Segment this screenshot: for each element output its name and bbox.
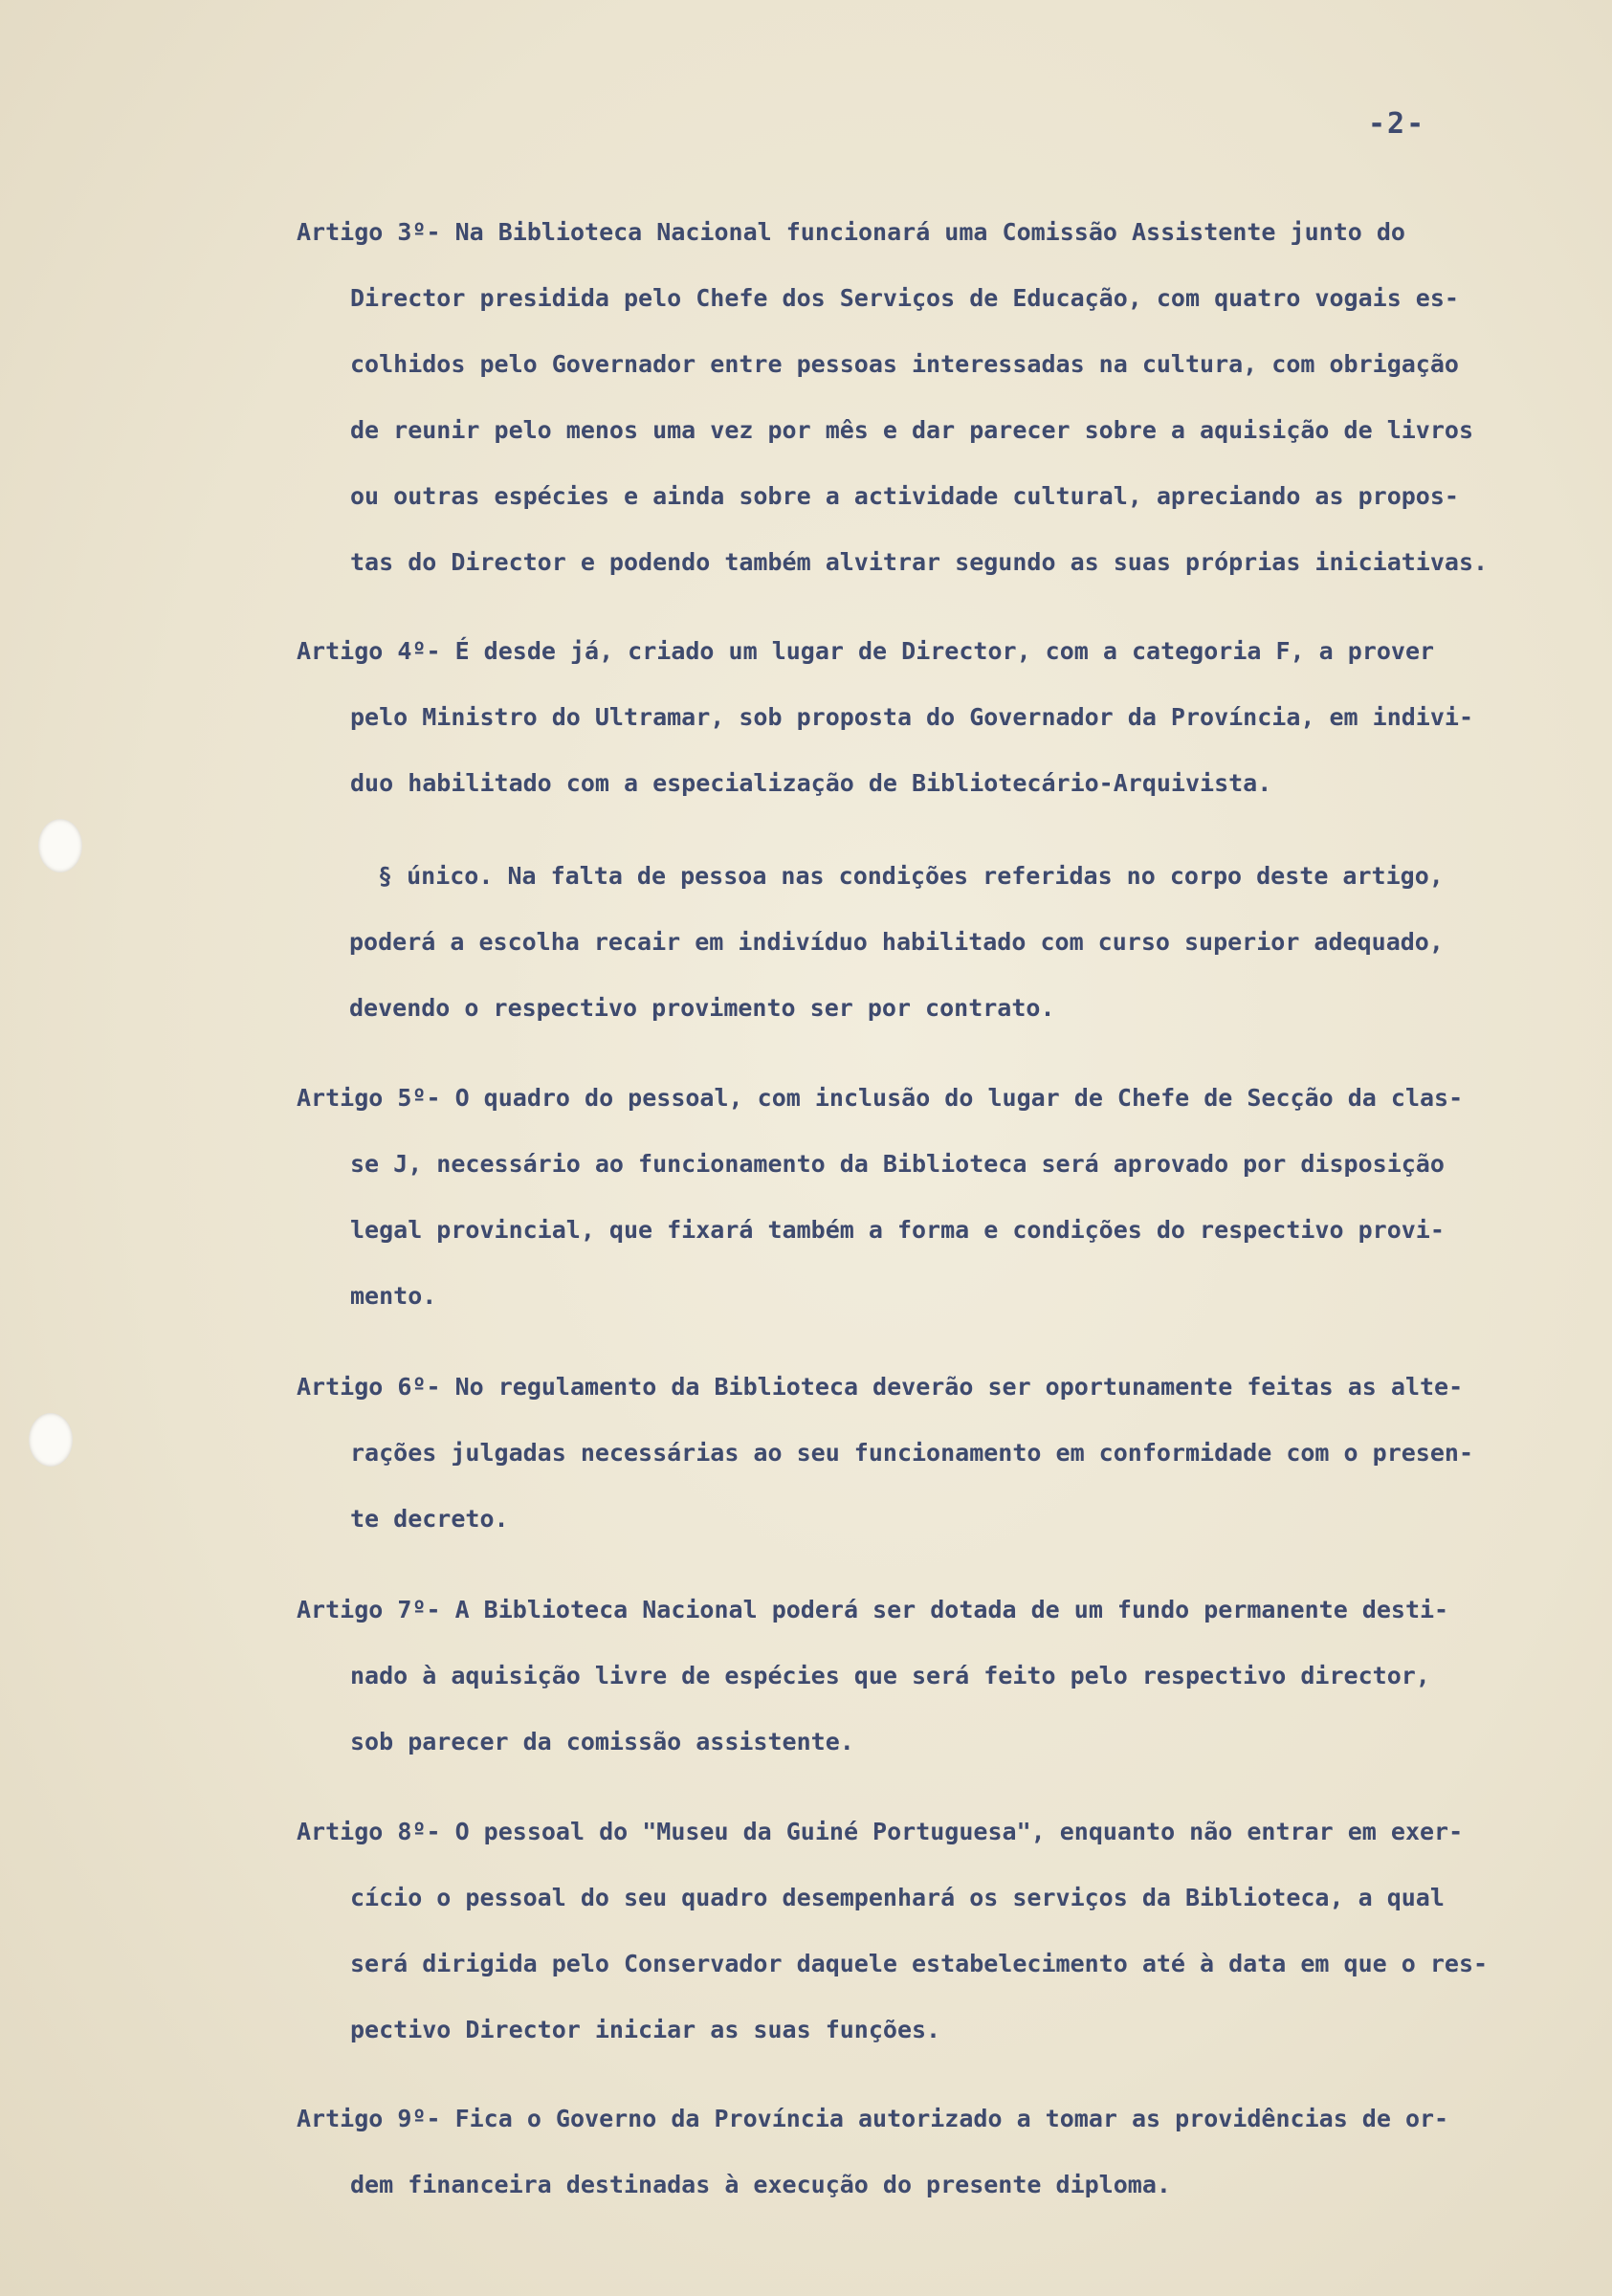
article-line: Artigo 7º- A Biblioteca Nacional poderá ser dotada de um fundo permanente desti- <box>297 1596 1449 1623</box>
page-number: -2- <box>1368 107 1426 141</box>
article-6 <box>297 1354 1607 1552</box>
article-line: rações julgadas necessárias ao seu funcionamento em conformidade com o presen- <box>350 1439 1473 1467</box>
article-line: Artigo 4º- É desde já, criado um lugar de Director, com a categoria F, a prover <box>297 637 1435 665</box>
article-line: Artigo 6º- No regulamento da Biblioteca deverão ser oportunamente feitas as alte- <box>297 1373 1464 1401</box>
article-line: Artigo 9º- Fica o Governo da Província autorizado a tomar as providências de or- <box>297 2105 1449 2132</box>
article-line: será dirigida pelo Conservador daquele estabelecimento até à data em que o res- <box>350 1950 1489 1977</box>
article-line: tas do Director e podendo também alvitrar segundo as suas próprias iniciativas. <box>350 548 1489 576</box>
punch-hole-top <box>38 819 82 872</box>
article-line: Director presidida pelo Chefe dos Serviços de Educação, com quatro vogais es- <box>350 284 1459 312</box>
paragraph-line: § único. Na falta de pessoa nas condições referidas no corpo deste artigo, <box>378 862 1444 890</box>
article-line: cício o pessoal do seu quadro desempenhará os serviços da Biblioteca, a qual <box>350 1884 1445 1911</box>
article-line: pelo Ministro do Ultramar, sob proposta do Governador da Província, em indivi- <box>350 703 1473 731</box>
article-line: nado à aquisição livre de espécies que será feito pelo respectivo director, <box>350 1662 1430 1689</box>
article-line: dem financeira destinadas à execução do presente diploma. <box>350 2171 1171 2198</box>
paragraph-line: poderá a escolha recair em indivíduo habilitado com curso superior adequado, <box>349 928 1444 956</box>
article-line: sob parecer da comissão assistente. <box>350 1728 854 1755</box>
article-line: ou outras espécies e ainda sobre a actividade cultural, apreciando as propos- <box>350 482 1459 510</box>
article-line: se J, necessário ao funcionamento da Biblioteca será aprovado por disposição <box>350 1150 1445 1178</box>
article-line: Artigo 3º- Na Biblioteca Nacional funcionará uma Comissão Assistente junto do <box>297 218 1405 246</box>
article-line: Artigo 8º- O pessoal do "Museu da Guiné Portuguesa", enquanto não entrar em exer- <box>297 1818 1464 1845</box>
article-9 <box>297 2086 1607 2218</box>
article-line: pectivo Director iniciar as suas funções. <box>350 2016 941 2043</box>
article-line: mento. <box>350 1282 437 1310</box>
article-line: de reunir pelo menos uma vez por mês e dar parecer sobre a aquisição de livros <box>350 416 1473 444</box>
article-line: duo habilitado com a especialização de Bibliotecário-Arquivista. <box>350 769 1272 797</box>
article-line: colhidos pelo Governador entre pessoas interessadas na cultura, com obrigação <box>350 350 1459 378</box>
paragraph-unico <box>349 843 1593 1041</box>
article-4 <box>297 618 1607 816</box>
article-line: te decreto. <box>350 1505 509 1533</box>
paragraph-line: devendo o respectivo provimento ser por contrato. <box>349 994 1055 1022</box>
punch-hole-bottom <box>29 1413 73 1467</box>
article-3 <box>297 199 1607 595</box>
article-line: legal provincial, que fixará também a forma e condições do respectivo provi- <box>350 1216 1445 1244</box>
article-7 <box>297 1577 1607 1775</box>
article-5 <box>297 1065 1607 1329</box>
article-line: Artigo 5º- O quadro do pessoal, com inclusão do lugar de Chefe de Secção da clas- <box>297 1084 1464 1112</box>
article-8 <box>297 1799 1607 2063</box>
